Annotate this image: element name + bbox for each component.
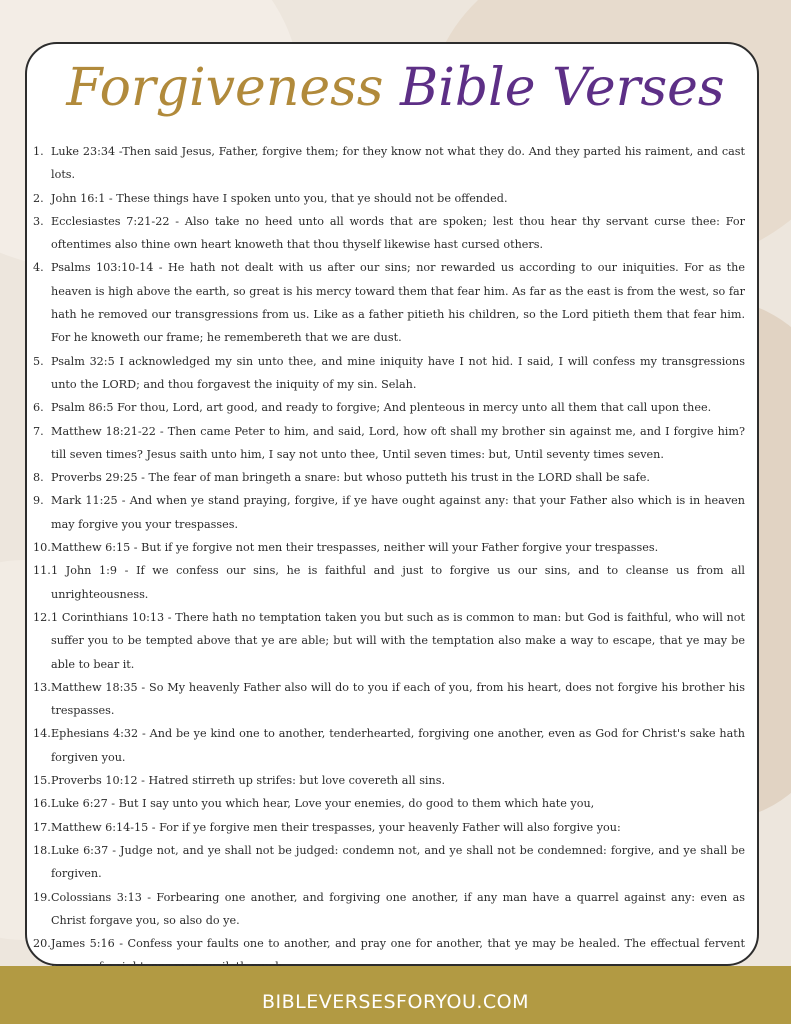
verse-reference: Matthew 6:15 xyxy=(51,541,131,555)
verse-text: - These things have I spoken unto you, that ye should not be offended. xyxy=(105,191,508,205)
verse-number: 18. xyxy=(33,843,51,857)
verse-number: 19. xyxy=(33,890,51,904)
verse-text: - And be ye kind one to another, tenderhearted, forgiving one another, even as God for Christ's sake hath forgiven you. xyxy=(51,727,745,764)
verse-text: - For if ye forgive men their trespasses, your heavenly Father will also forgive you: xyxy=(148,820,621,834)
verse-number: 10. xyxy=(33,541,51,555)
verse-item xyxy=(33,676,745,723)
footer-url[interactable]: BIBLEVERSESFORYOU.COM xyxy=(261,991,530,1013)
verse-number: 5. xyxy=(33,354,44,368)
title-bible-verses: Bible Verses xyxy=(400,58,725,118)
verse-reference: Matthew 6:14-15 xyxy=(51,820,149,834)
verse-item xyxy=(33,396,745,419)
verse-reference: Mark 11:25 xyxy=(51,494,118,508)
verse-number: 16. xyxy=(33,797,51,811)
verse-number: 20. xyxy=(33,937,51,951)
verse-text: - Hatred stirreth up strifes: but love covereth all sins. xyxy=(137,774,446,788)
verse-reference: Matthew 18:21-22 xyxy=(51,424,156,438)
verse-number: 9. xyxy=(33,494,44,508)
verse-reference: Psalms 103:10-14 xyxy=(51,261,154,275)
verse-text: - There hath no temptation taken you but such as is common to man: but God is faithful, who will not suffer you to be tempted above that ye are able; but will with the temptation also make a way to escape, that ye may be able to bear it. xyxy=(51,610,745,671)
verse-text: - And when ye stand praying, forgive, if ye have ought against any: that your Father also which is in heaven may forgive you your trespasses. xyxy=(51,494,745,531)
page-title xyxy=(0,48,791,128)
verse-reference: James 5:16 xyxy=(51,937,115,951)
verse-number: 15. xyxy=(33,774,51,788)
verse-text: - The fear of man bringeth a snare: but whoso putteth his trust in the LORD shall be safe. xyxy=(137,471,650,485)
verse-text: - If we confess our sins, he is faithful and just to forgive us our sins, and to cleanse us from all unrighteousness. xyxy=(51,564,745,601)
verse-item xyxy=(33,559,745,606)
verse-number: 14. xyxy=(33,727,51,741)
verse-item xyxy=(33,839,745,886)
verse-number: 6. xyxy=(33,401,44,415)
verse-reference: John 16:1 xyxy=(51,191,106,205)
verse-item xyxy=(33,536,745,559)
verse-reference: Colossians 3:13 xyxy=(51,890,142,904)
verse-reference: Proverbs 29:25 xyxy=(51,471,138,485)
verse-list xyxy=(33,140,745,979)
verse-number: 3. xyxy=(33,214,44,228)
verse-text: - He hath not dealt with us after our sins; nor rewarded us according to our iniquities. For as the heaven is high above the earth, so great is his mercy toward them that fear him. As far as the east is from the west, so far hath he removed our transgressions from us. Like as a father pitieth his children, so the Lord pitieth them that fear him. For he knoweth our frame; he remembereth that we are dust. xyxy=(51,261,745,345)
verse-number: 8. xyxy=(33,471,44,485)
verse-text: -Then said Jesus, Father, forgive them; for they know not what they do. And they parted his raiment, and cast lots. xyxy=(51,145,745,182)
verse-reference: Luke 6:27 xyxy=(51,797,108,811)
verse-item xyxy=(33,792,745,815)
verse-text: For thou, Lord, art good, and ready to forgive; And plenteous in mercy unto all them that call upon thee. xyxy=(113,401,712,415)
verse-text: - Judge not, and ye shall not be judged: condemn not, and ye shall not be condemned: forgive, and ye shall be forgiven. xyxy=(51,843,745,881)
verse-text: - Then came Peter to him, and said, Lord, how oft shall my brother sin against me, and I forgive him? till seven times? Jesus saith unto him, I say not unto thee, Until seven times: but, Until seventy times seven. xyxy=(51,424,745,461)
verse-reference: Ecclesiastes 7:21-22 xyxy=(51,214,170,228)
verse-reference: Luke 23:34 xyxy=(51,145,116,158)
verse-reference: Psalm 86:5 xyxy=(51,401,114,415)
verse-number: 7. xyxy=(33,424,44,438)
title-forgiveness: Forgiveness xyxy=(66,58,384,118)
verse-reference: 1 John 1:9 xyxy=(51,564,118,578)
verse-reference: Psalm 32:5 xyxy=(51,354,115,368)
verse-item xyxy=(33,256,745,349)
verse-item xyxy=(33,886,745,933)
verse-text: - But if ye forgive not men their trespasses, neither will your Father forgive your trespasses. xyxy=(130,541,659,555)
verse-reference: Ephesians 4:32 xyxy=(51,727,139,741)
verse-item xyxy=(33,420,745,467)
verse-item xyxy=(33,350,745,397)
verse-number: 11. xyxy=(33,564,51,578)
verse-reference: 1 Corinthians 10:13 xyxy=(51,610,165,624)
verse-reference: Proverbs 10:12 xyxy=(51,774,138,788)
verse-text: - Confess your faults one to another, and pray one for another, that ye may be healed. The effectual fervent xyxy=(119,937,745,951)
verse-text: - Forbearing one another, and forgiving one another, if any man have a quarrel against any: even as Christ forgave you, so also do ye. xyxy=(51,890,745,927)
verse-number: 13. xyxy=(33,680,51,694)
verse-item xyxy=(33,769,745,792)
verse-item xyxy=(33,466,745,489)
verse-number: 17. xyxy=(33,820,51,834)
verse-text: - Also take no heed unto all words that are spoken; lest thou hear thy servant curse thee: For oftentimes also thine own heart knoweth that thou thyself likewise hast cursed others. xyxy=(51,214,745,252)
verse-item xyxy=(33,722,745,769)
verse-item xyxy=(33,210,745,257)
verse-item xyxy=(33,606,745,676)
verse-text: - So My heavenly Father also will do to you if each of you, from his heart, does not forgive his brother his trespasses. xyxy=(51,680,745,718)
verse-reference: Luke 6:37 xyxy=(51,843,109,857)
verse-item xyxy=(33,140,745,187)
verse-item xyxy=(33,187,745,210)
verse-number: 1. xyxy=(33,145,44,158)
verse-text: I acknowledged my sin unto thee, and mine iniquity have I not hid. I said, I will confess my transgressions unto the LORD; and thou forgavest the iniquity of my sin. Selah. xyxy=(51,354,745,391)
verse-number: 12. xyxy=(33,610,51,624)
verse-number: 4. xyxy=(33,261,44,275)
verse-reference: Matthew 18:35 xyxy=(51,680,138,694)
verse-item xyxy=(33,816,745,839)
verse-text: - But I say unto you which hear, Love your enemies, do good to them which hate you, xyxy=(107,797,595,811)
verse-item xyxy=(33,489,745,536)
verse-number: 2. xyxy=(33,191,44,205)
